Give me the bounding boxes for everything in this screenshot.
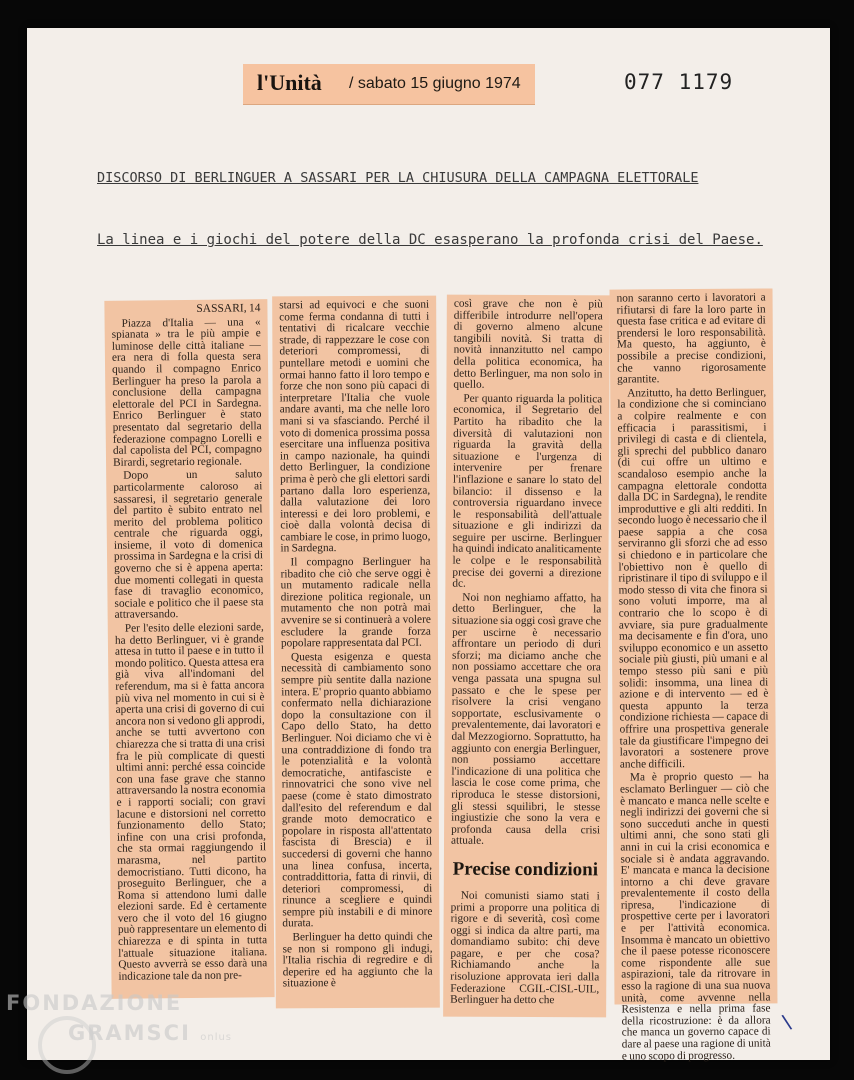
paragraph: Dopo un saluto particolarmente caloroso ai sassaresi, il segretario generale del partito è subito entrato nel merito del problema politico centrale che riguarda oggi, insieme, il voto di domenica prossima in Sardegna e la crisi di governo che si è appena aperta: due momenti collegati in questa fase di travaglio economico, sociale e politico che il paese sta attraversando.	[113, 468, 264, 622]
publication-date: / sabato 15 giugno 1974	[349, 75, 521, 92]
pen-check-mark: \	[780, 1009, 794, 1036]
article-column-3	[443, 295, 610, 1018]
paragraph: Per quanto riguarda la politica economica, il Segretario del Partito ha ribadito che la diversità di valutazioni non riguarda la gravità della situazione e l'urgenza di intervenire per frenare l'inflazione e sanare lo stato del bilancio: il dissenso e la controversia riguardano invece le responsabilità dell'attuale situazione e gli indirizzi da seguire per uscirne. Berlinguer ha quindi indicato analiticamente le colpe e le responsabilità precise dei governi a direzione dc.	[452, 392, 603, 590]
paragraph: Piazza d'Italia — una « spianata » tra le più ampie e luminose delle città italiane — era nera di folla questa sera quando il compagno Enrico Berlinguer ha preso la parola a conclusione della campagna elettorale del PCI in Sardegna. Enrico Berlinguer è stato presentato dal segretario della federazione compagno Lorelli e dal capolista del PCI, compagno Birardi, segretario regionale.	[111, 315, 262, 469]
paragraph: starsi ad equivoci e che suoni come ferma condanna di tutti i tentativi di ricalcare vecchie strade, di rappezzare le cose con deteriori compromessi, di puntellare metodi e uomini che ormai hanno fatto il loro tempo e forze che non sono più capaci di interpretare l'Italia che vuole andare avanti, ma che nelle loro mani si va sfasciando. Perché il voto di domenica prossima possa esercitare una influenza positiva in campo nazionale, ha quindi detto Berlinguer, la condizione prima è però che gli elettori sardi partano dalla loro esperienza, dalla valutazione dei loro interessi e dei loro problemi, e cioè dalla volontà decisa di cambiare le cose, in primo luogo, in Sardegna.	[279, 298, 431, 555]
watermark-line-2: GRAMSCI onlus	[68, 1021, 233, 1045]
typewritten-headline: DISCORSO DI BERLINGUER A SASSARI PER LA CHIUSURA DELLA CAMPAGNA ELETTORALE	[97, 170, 699, 186]
newspaper-name: l'Unità	[257, 70, 322, 95]
watermark-line-1: FONDAZIONE	[6, 991, 183, 1015]
dateline: SASSARI, 14	[196, 302, 261, 315]
fondazione-gramsci-watermark	[6, 988, 232, 1053]
paragraph: Noi non neghiamo affatto, ha detto Berlinguer, che la situazione sia oggi così grave che per uscirne è necessario affrontare un periodo di duri sforzi; ma diciamo anche che non possiamo accettare che ora venga passata una spugna sul passato e che le spese per risolvere la crisi vengano sopportate, esclusivamente o prevalentemente, dai lavoratori e dal Mezzogiorno. Soprattutto, ha aggiunto con energia Berlinguer, non possiamo accettare l'indicazione di una politica che lascia le cose come prima, che riproduca le stesse distorsioni, gli stessi squilibri, le stesse ingiustizie che sono la vera e profonda causa della crisi attuale.	[450, 591, 602, 848]
paragraph: Per l'esito delle elezioni sarde, ha detto Berlinguer, vi è grande attesa in tutto il paese e in tutto il mondo politico. Questa attesa era già viva all'indomani del referendum, ma si è fatta ancora più viva nel momento in cui si è aperta una crisi di governo di cui ancora non si vedono gli approdi, anche se tutti avvertono con chiarezza che si tratta di una crisi fra le più complicate di questi ultimi anni: perché essa coincide con una fase grave che stanno attraversando la nostra economia e i rapporti sociali; con gravi lacune e distorsioni nel corretto funzionamento dello Stato; infine con una crisi profonda, che sta ormai raggiungendo il marasma, nel partito democristiano. Tutti dicono, ha proseguito Berlinguer, che a Roma si attendono lumi dalle elezioni sarde. Ed è certamente vero che il voto del 16 giugno può rappresentare un elemento di chiarezza e di spinta in tutta l'attuale situazione italiana. Questo avverrà se esso darà una indicazione tale da non pre-	[114, 621, 268, 983]
paragraph: Il compagno Berlinguer ha ribadito che ciò che serve oggi è un mutamento radicale nella direzione politica regionale, un mutamento che non potrà mai avvenire se si continuerà a volere escludere la grande forza popolare rappresentata dal PCI.	[280, 555, 431, 650]
paragraph: non saranno certo i lavoratori a rifiutarsi di fare la loro parte in questa fase critica e ad evitare di prendersi le loro responsabilità. Ma questo, ha aggiunto, è possibile a precise condizioni, che vanno rigorosamente garantite.	[616, 291, 767, 386]
article-column-4	[610, 288, 778, 1063]
article-column-1	[104, 299, 274, 999]
article-column-2	[272, 296, 440, 1009]
paragraph: Anzitutto, ha detto Berlinguer, la condizione che si cominciano a colpire realmente e con efficacia i parassitismi, i privilegi di casta e di clientela, gli sprechi del pubblico danaro (di cui offre un ultimo e scandaloso esempio anche la campagna elettorale condotta dalla DC in Sardegna), le rendite improduttive e gli alti redditi. In secondo luogo è necessario che il paese sappia a che cosa serviranno gli sforzi che ad esso si chiedono e in particolare che l'obiettivo non è quello di ripristinare il tipo di sviluppo e il modo stesso di vita che finora si sono voluti imporre, ma al contrario che lo scopo è di avviare, sia pure gradualmente ma decisamente e fin d'ora, uno sviluppo economico e un assetto sociale più giusti, più umani e al tempo stesso più sani e più solidi: insomma, una linea di azione e di intervento — ed è questa appunto la terza condizione richiesta — capace di offrire una prospettiva generale tale da giustificare l'impegno dei lavoratori a sostenere prove anche difficili.	[617, 386, 769, 771]
paragraph: Ma è proprio questo — ha esclamato Berlinguer — ciò che è mancato e manca nelle scelte e negli indirizzi dei governi che si sono succeduti anche in questi ultimi anni, che sono stati gli anni in cui la crisi economica e sociale si è andata aggravando. E' mancata e manca la decisione intorno a chi deve gravare prevalentemente il costo della ripresa, l'indicazione di prospettive certe per i lavoratori e per l'attività economica. Insomma è mancato un obiettivo che il paese potesse riconoscere come rispondente alle sue aspirazioni, tale da ritrovare in esso la ragione di una sua nuova unità, come avvenne nella Resistenza e nella prima fase della ricostruzione: è da allora che manca un governo capace di dare al paese una ragione di unità e uno scopo di progresso.	[619, 770, 771, 1063]
article-subheading: Precise condizioni	[452, 858, 599, 881]
paragraph: Questa esigenza e questa necessità di cambiamento sono sempre più sentite dalla nazione intera. E' proprio quanto abbiamo confermato nella dichiarazione dopo la consultazione con il Capo dello Stato, ha detto Berlinguer. Noi diciamo che vi è una contraddizione di fondo tra le potenzialità e la volontà democratiche, antifasciste e rinnovatrici che sono vive nel paese (come è stato dimostrato dall'esito del referendum e dal grande moto democratico e popolare in risposta all'attentato fascista di Brescia) e il succedersi di governi che hanno una linea confusa, incerta, contraddittoria, fatta di rinvii, di deteriori compromessi, di rinunce a scegliere e quindi sempre più instabili e di minore durata.	[281, 650, 433, 930]
paragraph: così grave che non è più differibile introdurre nell'opera di governo almeno alcune tangibili novità. Si tratta di novità innanzitutto nel campo della politica economica, ha detto Berlinguer, ma non solo in quello.	[453, 297, 603, 391]
paragraph: Berlinguer ha detto quindi che se non si rompono gli indugi, l'Italia rischia di regredire e di deperire ed ha aggiunto che la situazione è	[282, 930, 433, 990]
archive-number: 077 1179	[624, 70, 734, 94]
paragraph: Noi comunisti siamo stati i primi a proporre una politica di rigore e di severità, così come oggi si indica da altre parti, ma domandiamo subito: chi deve pagare, e per che cosa? Richiamando anche la risoluzione approvata ieri dalla Federazione CGIL-CISL-UIL, Berlinguer ha detto che	[450, 889, 600, 1007]
newspaper-masthead-clipping	[243, 64, 535, 104]
typewritten-subheadline: La linea e i giochi del potere della DC esasperano la profonda crisi del Paese.	[97, 232, 763, 248]
